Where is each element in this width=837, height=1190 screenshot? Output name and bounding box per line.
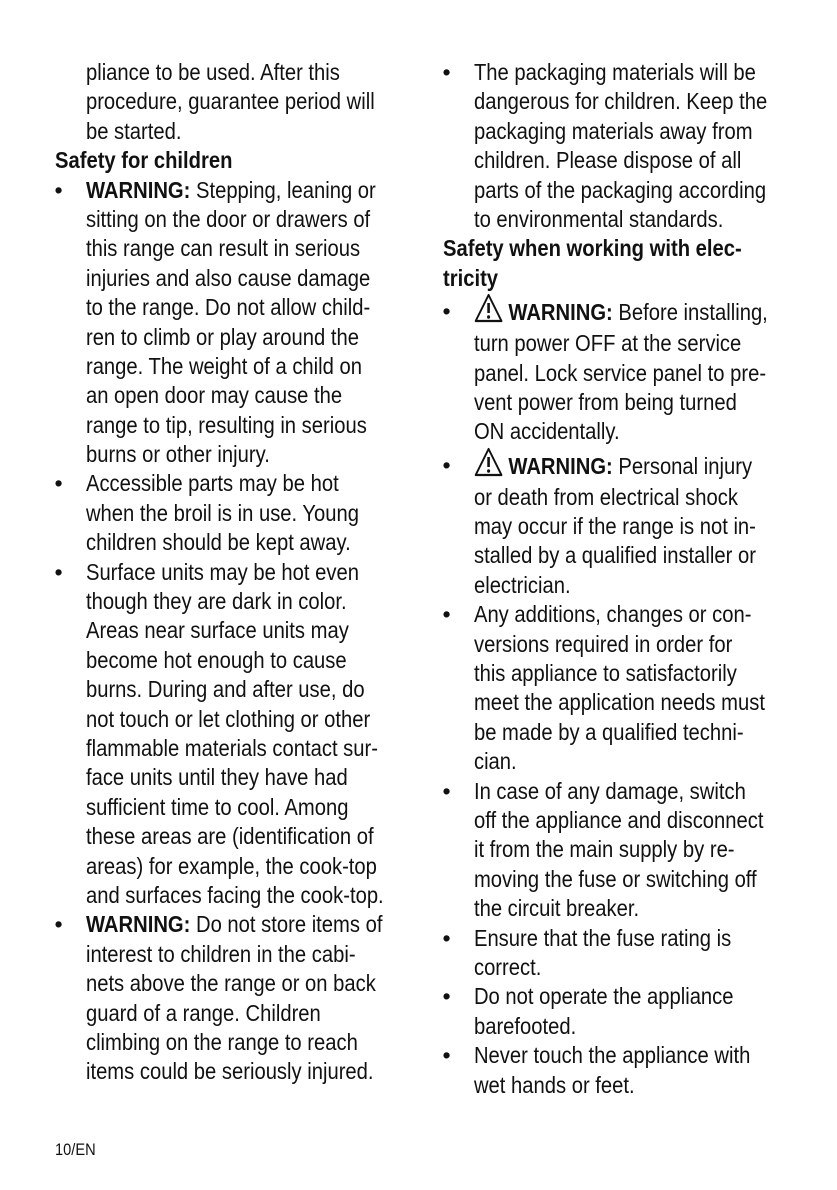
list-item-line: items could be seriously injured.: [85, 1058, 374, 1085]
list-item-line: • WARNING: Do not store items of: [55, 910, 360, 939]
list-item-line: areas) for example, the cook-top: [85, 852, 377, 879]
list-item-line: guard of a range. Children: [85, 999, 321, 1026]
list-item-line: an open door may cause the: [85, 382, 343, 409]
list-item-line: or death from electrical shock: [473, 483, 738, 510]
list-item-line: be made by a qualified techni-: [473, 718, 744, 745]
list-item-line: cian.: [473, 748, 517, 775]
list-item-line: sufficient time to cool. Among: [85, 793, 349, 820]
list-item-line: when the broil is in use. Young: [85, 499, 359, 526]
list-item-line: dangerous for children. Keep the: [473, 88, 768, 115]
list-item-line: flammable materials contact sur-: [85, 734, 378, 761]
list-item-line: ren to climb or play around the: [85, 323, 359, 350]
list-item-line: packaging materials away from: [473, 117, 753, 144]
list-item-line: • Do not operate the appliance: [443, 982, 748, 1011]
list-item-line: to environmental standards.: [473, 205, 724, 232]
warning-triangle-icon: [474, 293, 503, 333]
list-item-line: panel. Lock service panel to pre-: [473, 359, 767, 386]
list-item-line: not touch or let clothing or other: [85, 705, 371, 732]
list-item-line: barefooted.: [473, 1012, 577, 1039]
list-item-line: interest to children in the cabi-: [85, 940, 356, 967]
list-item-line: children. Please dispose of all: [473, 147, 742, 174]
list-item-line: burns or other injury.: [85, 441, 270, 468]
intro-line: procedure, guarantee period will: [85, 88, 375, 115]
list-item-line: though they are dark in color.: [85, 588, 347, 615]
list-item-line: range to tip, resulting in serious: [85, 411, 367, 438]
warning-label: WARNING:: [85, 176, 191, 203]
list-item-line: stalled by a qualified installer or: [473, 542, 756, 569]
list-item-line: • The packaging materials will be: [443, 58, 748, 87]
list-item-line: sitting on the door or drawers of: [85, 205, 371, 232]
list-item-line: • WARNING: Personal injury: [443, 447, 748, 483]
list-item-line: Areas near surface units may: [85, 617, 349, 644]
list-item-line: versions required in order for: [473, 630, 733, 657]
list-item-line: • Ensure that the fuse rating is: [443, 924, 748, 953]
page-number: 10/EN: [55, 1140, 96, 1159]
right-column: [443, 58, 798, 1100]
list-item-line: become hot enough to cause: [85, 646, 347, 673]
list-item-line: turn power OFF at the service: [473, 330, 742, 357]
list-item-line: this appliance to satisfactorily: [473, 660, 737, 687]
list-item-line: moving the fuse or switching off: [473, 865, 757, 892]
intro-line: pliance to be used. After this: [85, 59, 340, 85]
list-item-line: • In case of any damage, switch: [443, 777, 748, 806]
list-item-line: face units until they have had: [85, 764, 348, 791]
list-item-line: climbing on the range to reach: [85, 1028, 358, 1055]
list-item-line: • WARNING: Before installing,: [443, 293, 748, 329]
list-item-line: wet hands or feet.: [473, 1071, 635, 1098]
warning-label: WARNING:: [508, 299, 613, 326]
list-item-line: ON accidentally.: [473, 418, 620, 445]
list-item-line: • Never touch the appliance with: [443, 1041, 748, 1070]
list-item-line: off the appliance and disconnect: [473, 806, 764, 833]
warning-label: WARNING:: [508, 452, 613, 479]
section-heading-children: Safety for children: [55, 147, 233, 174]
list-item-line: • WARNING: Stepping, leaning or: [55, 176, 360, 205]
list-item-line: these areas are (identification of: [85, 823, 374, 850]
warning-label: WARNING:: [85, 911, 191, 938]
warning-triangle-icon: [474, 447, 503, 487]
list-item-line: and surfaces facing the cook-top.: [85, 881, 384, 908]
section-heading-electricity: Safety when working with elec-: [443, 235, 742, 262]
list-item-line: injuries and also cause damage: [85, 264, 371, 291]
list-item-line: to the range. Do not allow child-: [85, 294, 371, 321]
section-heading-electricity: tricity: [443, 264, 499, 291]
list-item-line: parts of the packaging according: [473, 176, 767, 203]
list-item-line: this range can result in serious: [85, 235, 361, 262]
list-item-line: vent power from being turned: [473, 388, 737, 415]
list-item-line: may occur if the range is not in-: [473, 513, 756, 540]
list-item-line: nets above the range or on back: [85, 970, 376, 997]
list-item-line: • Surface units may be hot even: [55, 558, 360, 587]
list-item-line: it from the main supply by re-: [473, 836, 735, 863]
list-item-line: electrician.: [473, 571, 571, 598]
list-item-line: children should be kept away.: [85, 529, 351, 556]
list-item-line: • Any additions, changes or con-: [443, 600, 748, 629]
list-item-line: correct.: [473, 953, 542, 980]
list-item-line: the circuit breaker.: [473, 895, 640, 922]
list-item-line: meet the application needs must: [473, 689, 765, 716]
left-column: [55, 58, 410, 1087]
intro-line: be started.: [85, 117, 182, 144]
list-item-line: burns. During and after use, do: [85, 676, 365, 703]
list-item-line: • Accessible parts may be hot: [55, 469, 360, 498]
list-item-line: range. The weight of a child on: [85, 352, 362, 379]
